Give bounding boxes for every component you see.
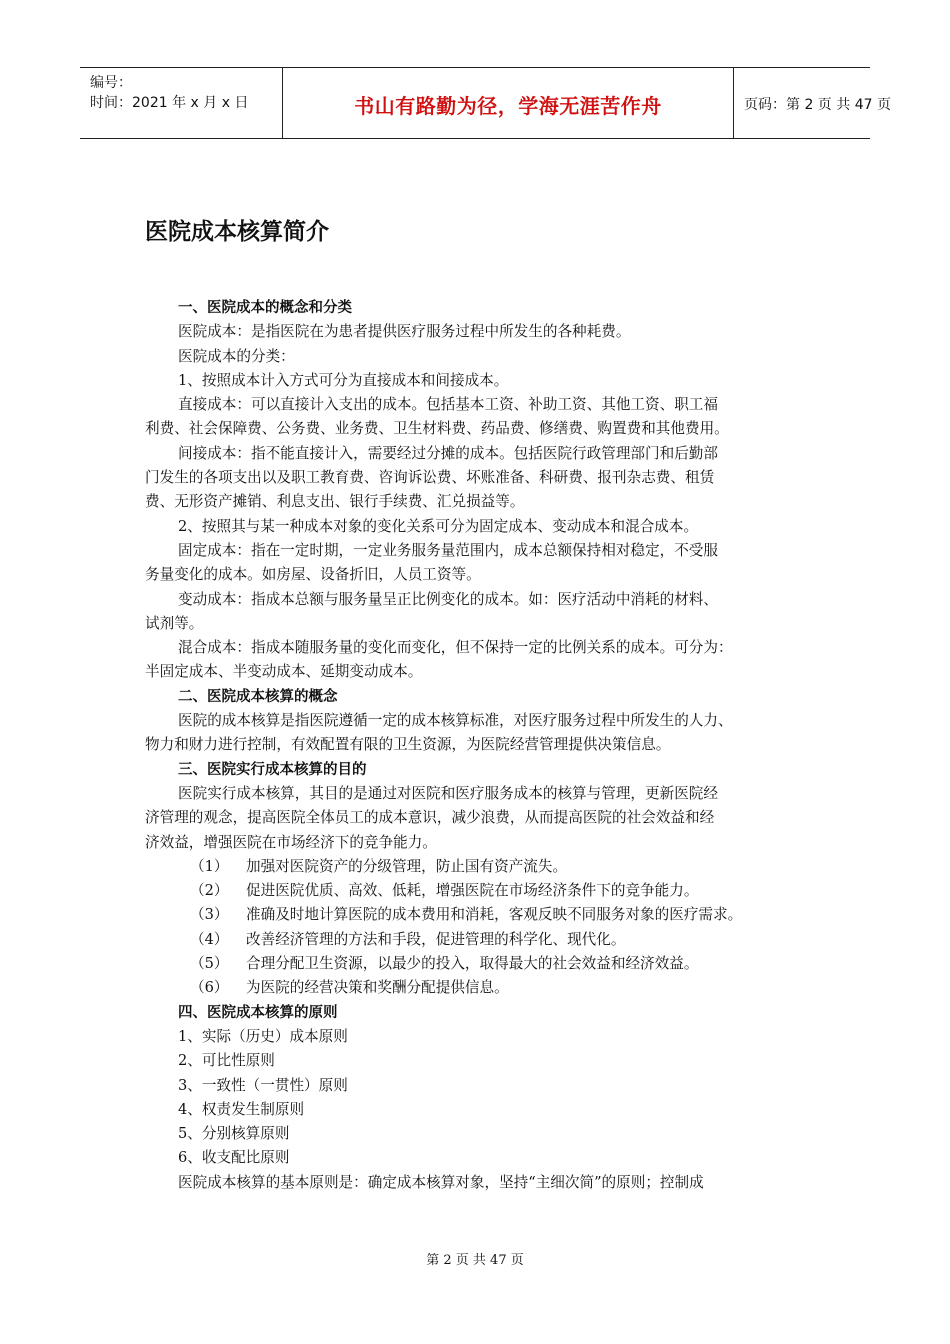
paragraph: 变动成本：指成本总额与服务量呈正比例变化的成本。如：医疗活动中消耗的材料、	[178, 590, 718, 608]
date-label: 时间：2021 年 x 月 x 日	[90, 95, 249, 111]
purpose-item	[145, 855, 813, 879]
purpose-number: （5）	[190, 955, 229, 973]
document-title: 医院成本核算简介	[145, 219, 329, 245]
paragraph: 间接成本：指不能直接计入，需要经过分摊的成本。包括医院行政管理部门和后勤部	[178, 444, 718, 462]
principle-item: 5、分别核算原则	[178, 1125, 290, 1143]
header-table	[80, 67, 891, 139]
paragraph: 利费、社会保障费、公务费、业务费、卫生材料费、药品费、修缮费、购置费和其他费用。	[145, 420, 729, 438]
section-heading: 三、医院实行成本核算的目的	[178, 761, 367, 778]
paragraph: 混合成本：指成本随服务量的变化而变化，但不保持一定的比例关系的成本。可分为：	[178, 639, 733, 657]
paragraph: 固定成本：指在一定时期，一定业务服务量范围内，成本总额保持相对稳定，不受服	[178, 541, 718, 559]
paragraph: 济效益，增强医院在市场经济下的竞争能力。	[145, 833, 437, 851]
paragraph: 济管理的观念，提高医院全体员工的成本意识，减少浪费，从而提高医院的社会效益和经	[145, 809, 715, 827]
paragraph: 医院成本的分类：	[178, 347, 295, 365]
purpose-item	[145, 976, 813, 1000]
paragraph: 半固定成本、半变动成本、延期变动成本。	[145, 663, 423, 681]
principle-item: 4、权责发生制原则	[178, 1100, 305, 1118]
purpose-text: 改善经济管理的方法和手段，促进管理的科学化、现代化。	[246, 930, 626, 948]
purpose-number: （4）	[190, 930, 229, 948]
purpose-text: 为医院的经营决策和奖酬分配提供信息。	[246, 979, 509, 997]
paragraph: 医院成本核算的基本原则是：确定成本核算对象，坚持“主细次简”的原则；控制成	[178, 1173, 704, 1191]
purpose-number: （6）	[190, 979, 229, 997]
header-left-cell	[80, 68, 282, 138]
paragraph: 1、按照成本计入方式可分为直接成本和间接成本。	[178, 371, 509, 389]
purpose-item	[145, 879, 813, 903]
paragraph: 物力和财力进行控制，有效配置有限的卫生资源，为医院经营管理提供决策信息。	[145, 736, 671, 754]
paragraph: 直接成本：可以直接计入支出的成本。包括基本工资、补助工资、其他工资、职工福	[178, 396, 718, 414]
principle-item: 3、一致性（一贯性）原则	[178, 1076, 348, 1094]
section-heading: 二、医院成本核算的概念	[178, 688, 338, 705]
paragraph: 务量变化的成本。如房屋、设备折旧，人员工资等。	[145, 566, 481, 584]
paragraph: 医院成本：是指医院在为患者提供医疗服务过程中所发生的各种耗费。	[178, 323, 631, 341]
purpose-text: 准确及时地计算医院的成本费用和消耗，客观反映不同服务对象的医疗需求。	[246, 906, 743, 924]
purpose-text: 促进医院优质、高效、低耗，增强医院在市场经济条件下的竞争能力。	[246, 882, 699, 900]
purpose-item	[145, 928, 813, 952]
header-right-cell	[734, 68, 891, 138]
paragraph: 门发生的各项支出以及职工教育费、咨询诉讼费、坏账准备、科研费、报刊杂志费、租赁	[145, 469, 715, 487]
section-heading: 四、医院成本核算的原则	[178, 1004, 338, 1021]
section-heading: 一、医院成本的概念和分类	[178, 300, 352, 316]
purpose-text: 合理分配卫生资源，以最少的投入，取得最大的社会效益和经济效益。	[246, 955, 699, 973]
header-motto-cell	[282, 68, 734, 138]
paragraph: 2、按照其与某一种成本对象的变化关系可分为固定成本、变动成本和混合成本。	[178, 517, 699, 535]
page-footer: 第 2 页 共 47 页	[426, 1253, 524, 1268]
number-label: 编号：	[90, 75, 132, 91]
paragraph: 医院实行成本核算，其目的是通过对医院和医疗服务成本的核算与管理，更新医院经	[178, 784, 718, 802]
document-body	[145, 296, 813, 1195]
paragraph: 试剂等。	[145, 614, 204, 632]
principle-item: 2、可比性原则	[178, 1052, 275, 1070]
paragraph: 医院的成本核算是指医院遵循一定的成本核算标准，对医疗服务过程中所发生的人力、	[178, 712, 733, 730]
purpose-number: （1）	[190, 857, 229, 875]
purpose-number: （3）	[190, 906, 229, 924]
purpose-number: （2）	[190, 882, 229, 900]
purpose-text: 加强对医院资产的分级管理，防止国有资产流失。	[246, 857, 568, 875]
paragraph: 费、无形资产摊销、利息支出、银行手续费、汇兑损益等。	[145, 493, 525, 511]
purpose-item	[145, 903, 813, 927]
principle-item: 6、收支配比原则	[178, 1149, 290, 1167]
principle-item: 1、实际（历史）成本原则	[178, 1027, 348, 1045]
page-info: 页码：第 2 页 共 47 页	[744, 97, 891, 113]
motto: 书山有路勤为径，学海无涯苦作舟	[354, 94, 662, 118]
purpose-item	[145, 952, 813, 976]
